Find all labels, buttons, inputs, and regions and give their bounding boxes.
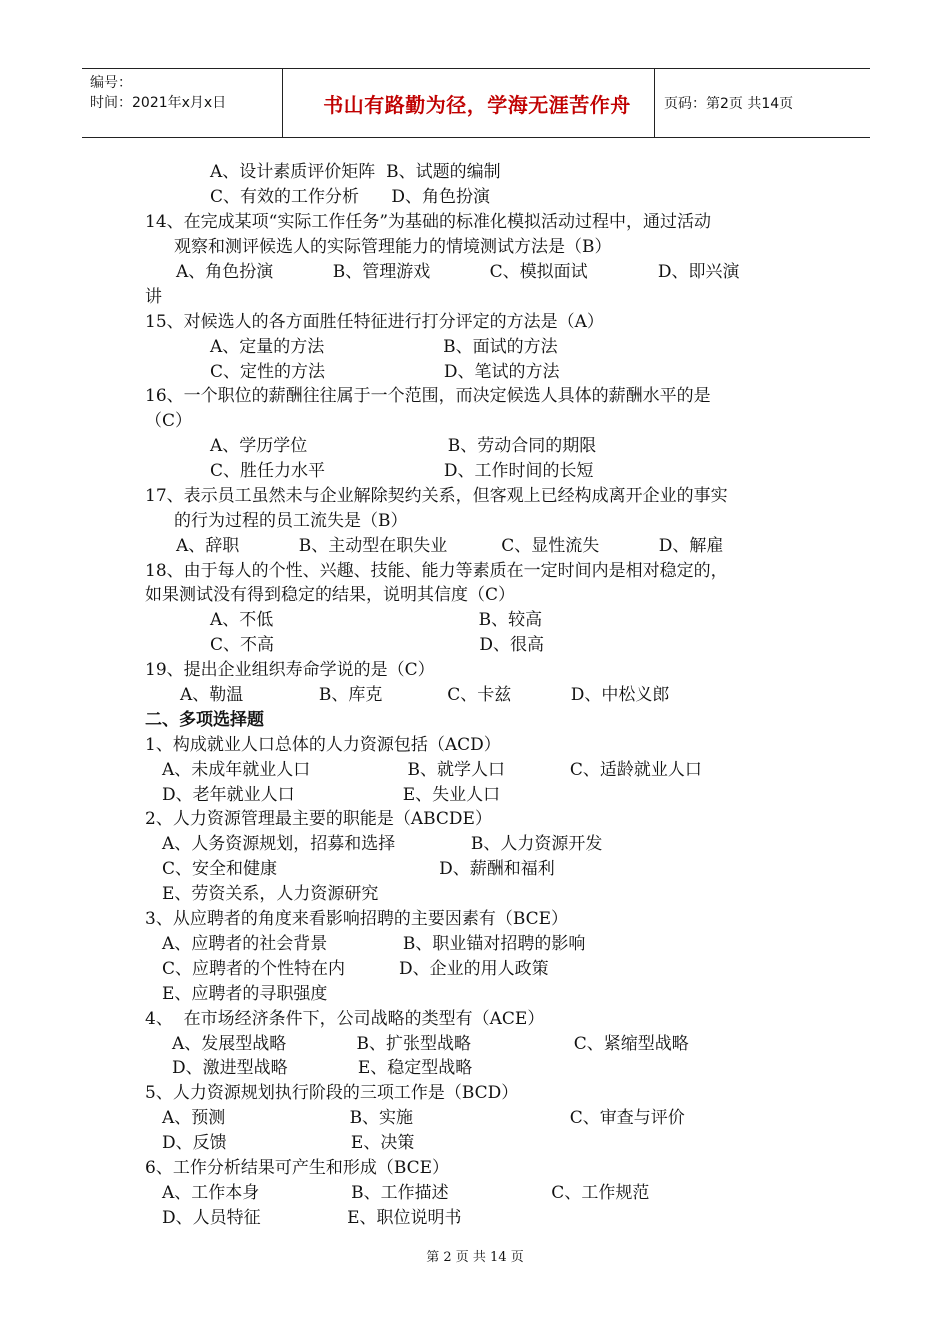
question-line: 3、从应聘者的角度来看影响招聘的主要因素有（BCE）	[145, 909, 569, 929]
header-page-label: 页码：第2页 共14页	[664, 96, 794, 112]
question-line: 如果测试没有得到稳定的结果，说明其信度（C）	[145, 585, 516, 605]
option-line: A、定量的方法 B、面试的方法	[210, 337, 558, 357]
option-line: D、人员特征 E、职位说明书	[162, 1208, 462, 1228]
question-line: 1、构成就业人口总体的人力资源包括（ACD）	[145, 735, 501, 755]
option-line: A、角色扮演 B、管理游戏 C、模拟面试 D、即兴演	[176, 262, 740, 282]
option-line: D、老年就业人口 E、失业人口	[162, 785, 501, 805]
option-line: C、应聘者的个性特在内 D、企业的用人政策	[162, 959, 549, 979]
option-line: A、勒温 B、库克 C、卡兹 D、中松义郎	[180, 685, 670, 705]
option-line: A、辞职 B、主动型在职失业 C、显性流失 D、解雇	[176, 536, 724, 556]
question-line: 2、人力资源管理最主要的职能是（ABCDE）	[145, 809, 492, 829]
option-line: C、有效的工作分析 D、角色扮演	[210, 187, 491, 207]
option-line: E、劳资关系，人力资源研究	[162, 884, 379, 904]
question-line: 18、由于每人的个性、兴趣、技能、能力等素质在一定时间内是相对稳定的，	[145, 561, 728, 581]
header-motto: 书山有路勤为径，学海无涯苦作舟	[323, 93, 631, 117]
option-line: C、胜任力水平 D、工作时间的长短	[210, 461, 594, 481]
header-time-label: 时间：2021年x月x日	[90, 95, 227, 111]
option-line: D、反馈 E、决策	[162, 1133, 415, 1153]
header-number-label: 编号：	[90, 75, 132, 91]
question-line: 14、在完成某项“实际工作任务”为基础的标准化模拟活动过程中，通过活动	[145, 212, 712, 232]
header-meta	[90, 73, 226, 113]
question-line: 17、表示员工虽然未与企业解除契约关系，但客观上已经构成离开企业的事实	[145, 486, 728, 506]
question-line: 5、人力资源规划执行阶段的三项工作是（BCD）	[145, 1083, 519, 1103]
question-line: 6、工作分析结果可产生和形成（BCE）	[145, 1158, 450, 1178]
header-divider-right	[654, 69, 655, 137]
option-line: A、预测 B、实施 C、审查与评价	[162, 1108, 685, 1128]
option-line: A、人务资源规划，招募和选择 B、人力资源开发	[162, 834, 603, 854]
question-line: 的行为过程的员工流失是（B）	[174, 511, 408, 531]
option-line: C、不高 D、很高	[210, 635, 544, 655]
question-line: 观察和测评候选人的实际管理能力的情境测试方法是（B）	[174, 237, 612, 257]
header-divider-left	[282, 69, 283, 137]
question-line: 19、提出企业组织寿命学说的是（C）	[145, 660, 435, 680]
option-line: A、应聘者的社会背景 B、职业锚对招聘的影响	[162, 934, 586, 954]
option-line: E、应聘者的寻职强度	[162, 984, 328, 1004]
option-line: A、不低 B、较高	[210, 610, 543, 630]
option-line: A、工作本身 B、工作描述 C、工作规范	[162, 1183, 650, 1203]
question-line: 16、一个职位的薪酬往往属于一个范围，而决定候选人具体的薪酬水平的是	[145, 386, 711, 406]
page-header	[82, 68, 870, 138]
question-line: 15、对候选人的各方面胜任特征进行打分评定的方法是（A）	[145, 312, 604, 332]
option-line: D、激进型战略 E、稳定型战略	[172, 1058, 473, 1078]
question-line: （C）	[145, 411, 193, 431]
question-line: 4、 在市场经济条件下，公司战略的类型有（ACE）	[145, 1009, 545, 1029]
page-footer: 第 2 页 共 14 页	[426, 1250, 524, 1265]
section-heading: 二、多项选择题	[145, 710, 264, 730]
option-line: A、未成年就业人口 B、就学人口 C、适龄就业人口	[162, 760, 702, 780]
option-line: A、设计素质评价矩阵 B、试题的编制	[210, 162, 501, 182]
option-line: C、安全和健康 D、薪酬和福利	[162, 859, 555, 879]
option-line: C、定性的方法 D、笔试的方法	[210, 362, 560, 382]
option-line: A、发展型战略 B、扩张型战略 C、紧缩型战略	[172, 1034, 689, 1054]
option-line: A、学历学位 B、劳动合同的期限	[210, 436, 597, 456]
option-line: 讲	[145, 287, 162, 307]
